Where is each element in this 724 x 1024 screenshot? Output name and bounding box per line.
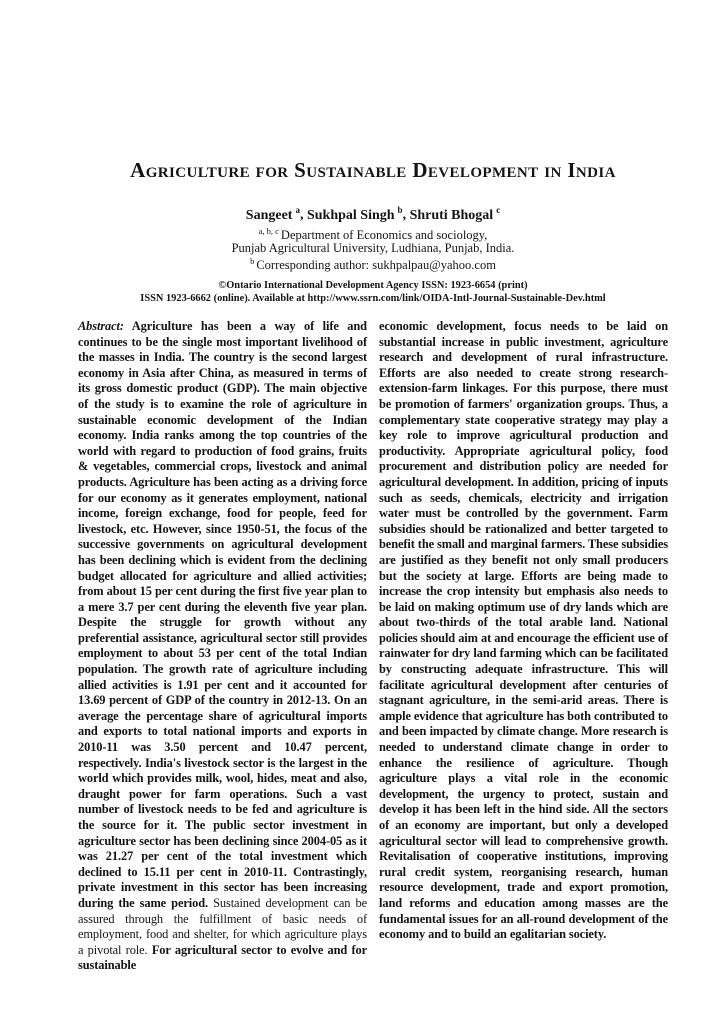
author-2-name: Sukhpal Singh: [306, 207, 395, 223]
author-1: [245, 205, 300, 223]
corresponding-author-text: Corresponding author: sukhpalpau@yahoo.com: [256, 258, 496, 273]
abstract-left-main-text: Agriculture has been a way of life and continues to be the single most important livelihood of the masses in India. The country is the second largest economy in Asia after China, as measured in terms of its gross domestic product (GDP). The main objective of the study is to examine the role of agriculture in sustainable economic development of the Indian economy. India ranks among the top countries of the world with regard to production of food grains, fruits & vegetables, commercial crops, livestock and animal products. Agriculture has been acting as a driving force for our economy as it generates employment, national income, foreign exchange, food for people, feed for livestock, etc. However, since 1950-51, the focus of the successive governments on agricultural development has been declining which is evident from the declining budget allocated for agriculture and allied activities; from about 15 per cent during the first five year plan to a mere 3.7 per cent during the eleventh five year plan. Despite the struggle for growth without any preferential assistance, agricultural sector still provides employment to about 53 per cent of the total Indian population. The growth rate of agriculture including allied activities is 1.91 per cent and it accounted for 13.69 percent of GDP of the country in 2012-13. On an average the percentage share of agricultural imports and exports to total national imports and exports in 2010-11 was 3.50 percent and 10.47 percent, respectively. India's livestock sector is the largest in the world which provides milk, wool, hides, meat and also, draught power for farm operations. Such a vast number of livestock needs to be fed and agriculture is the source for it. The public sector investment in agriculture sector has been declining since 2004-05 as it was 21.27 per cent of the total investment which declined to 15.11 per cent in 2010-11. Contrastingly, private investment in this sector has been increasing during the same period.: [78, 319, 367, 910]
author-2-superscript: b: [397, 205, 403, 215]
abstract-label: Abstract:: [78, 319, 124, 333]
publisher-block: [78, 280, 668, 306]
author-1-name: Sangeet: [245, 207, 293, 223]
affiliation-department: Department of Economics and sociology,: [280, 228, 488, 243]
author-1-superscript: a: [295, 205, 300, 215]
publisher-line-1: ©Ontario International Development Agency ISSN: 1923-6654 (print): [218, 280, 528, 291]
paper-title: Agriculture for Sustainable Development in India: [130, 158, 616, 182]
abstract-left-light-text: Sustained development can be assured through the fulfillment of basic needs of employment, food and shelter, for which agriculture plays a pivotal role.: [78, 895, 367, 957]
publisher-line-2: ISSN 1923-6662 (online). Available at http://www.ssrn.com/link/OIDA-Intl-Journal-Sustainable-Dev.html: [140, 292, 606, 304]
page-content: [78, 0, 668, 1024]
corresponding-author-line: [78, 256, 668, 273]
author-separator-1: ,: [299, 207, 307, 223]
authors-line: [78, 205, 668, 224]
affiliation-line-2: Punjab Agricultural University, Ludhiana, Punjab, India.: [231, 241, 515, 255]
affiliation-superscript: a, b, c: [258, 226, 279, 236]
author-2: [306, 205, 403, 223]
abstract-column-left: [78, 319, 367, 974]
abstract-column-right: economic development, focus needs to be laid on substantial increase in public investment, agriculture research and development of rural infrastructure. Efforts are also needed to create strong research-extension-farm linkages. For this purpose, there must be promotion of farmers' organization groups. Thus, a complementary state cooperative strategy may play a key role to improve agricultural production and productivity. Appropriate agricultural policy, food procurement and distribution policy are needed for agricultural development. In addition, pricing of inputs such as seeds, chemicals, electricity and irrigation water must be controlled by the government. Farm subsidies should be rationalized and better targeted to benefit the small and marginal farmers. These subsidies are justified as they benefit not only small producers but the society at large. Efforts are being made to increase the crop intensity but emphasis also needs to be laid on making optimum use of dry lands which are about two-thirds of the total arable land. National policies should aim at and encourage the efficient use of rainwater for dry land farming which can be facilitated by constructing adequate infrastructure. This will facilitate agricultural development after centuries of stagnant agriculture, in the semi-arid areas. There is ample evidence that agriculture has both contributed to and been impacted by climate change. More research is needed to understand climate change in order to enhance the resilience of agriculture. Though agriculture plays a vital role in the economic development, the urgency to protect, sustain and develop it has been left in the hind side. All the sectors of an economy are important, but only a developed agricultural sector will lead to comprehensive growth. Revitalisation of cooperative institutions, improving rural credit system, reorganising research, human resource development, trade and export promotion, land reforms and education among masses are the fundamental issues for an all-round development of the economy and to build an egalitarian society.: [379, 319, 668, 942]
corresponding-superscript: b: [250, 256, 255, 266]
author-3-superscript: c: [496, 205, 501, 215]
author-3-name: Shruti Bhogal: [409, 207, 494, 223]
abstract-left-tail-text: For agricultural sector to evolve and for sustainable: [78, 942, 367, 973]
abstract-columns: [78, 319, 668, 974]
author-separator-2: ,: [402, 207, 410, 223]
author-3: [409, 205, 501, 223]
